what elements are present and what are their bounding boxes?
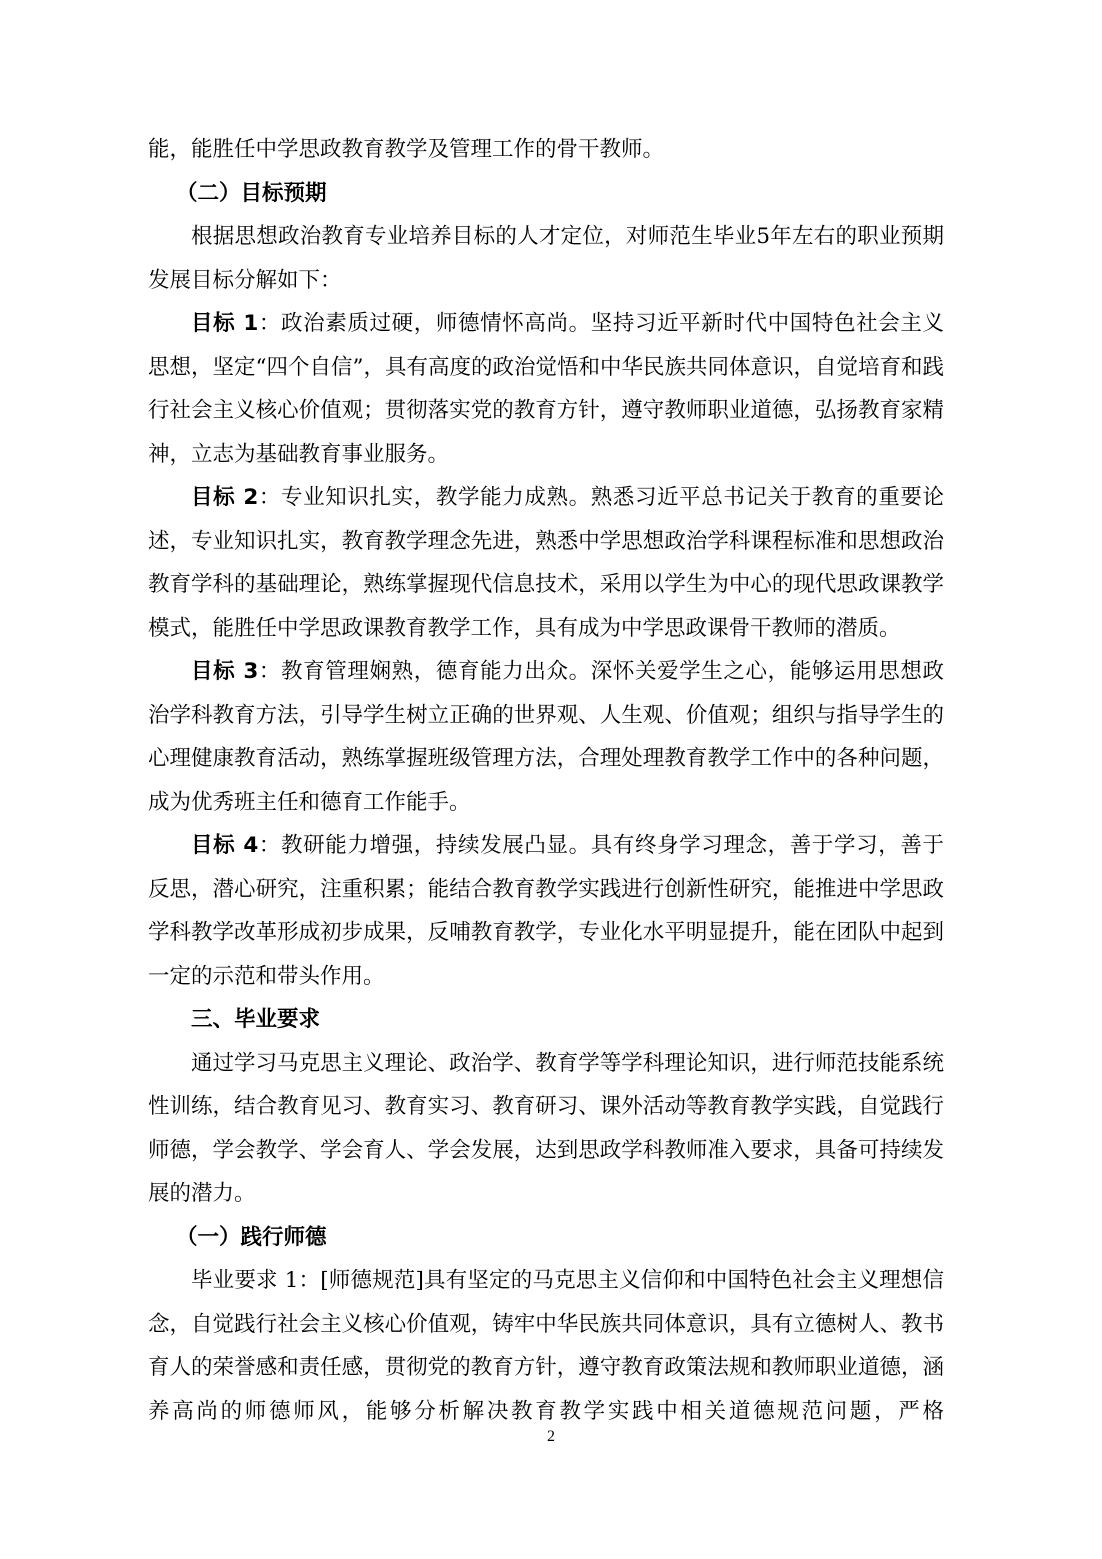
requirement-1-paragraph: 毕业要求 1：[师德规范]具有坚定的马克思主义信仰和中国特色社会主义理想信念，自觉践行社会主义核心价值观，铸牢中华民族共同体意识，具有立德树人、教书育人的荣誉感和责任感，贯彻党的教育方针，遵守教育政策法规和教师职业道德，涵养高尚的师德师风，能够分析解决教育教学实践中相关道德规范问题，严格 (148, 1268, 944, 1424)
section-requirements-heading: 三、毕业要求 (191, 1007, 321, 1032)
goal-1-paragraph (148, 302, 944, 476)
section-goals-intro: 根据思想政治教育专业培养目标的人才定位，对师范生毕业5年左右的职业预期发展目标分解如下： (148, 224, 944, 293)
goal-3-text: ：教育管理娴熟，德育能力出众。深怀关爱学生之心，能够运用思想政治学科教育方法，引导学生树立正确的世界观、人生观、价值观；组织与指导学生的心理健康教育活动，熟练掌握班级管理方法，合理处理教育教学工作中的各种问题，成为优秀班主任和德育工作能手。 (148, 659, 944, 815)
goal-2-label: 目标 2 (191, 485, 259, 510)
section-goals-heading: （二）目标预期 (176, 180, 327, 206)
document-page (148, 128, 944, 1433)
goal-3-label: 目标 3 (191, 659, 259, 684)
goal-4-paragraph (148, 824, 944, 998)
intro-continuation: 能，能胜任中学思政教育教学及管理工作的骨干教师。 (148, 137, 665, 162)
goal-4-text: ：教研能力增强，持续发展凸显。具有终身学习理念，善于学习，善于反思，潜心研究，注重积累；能结合教育教学实践进行创新性研究，能推进中学思政学科教学改革形成初步成果，反哺教育教学，专业化水平明显提升，能在团队中起到一定的示范和带头作用。 (148, 833, 944, 989)
page-number: 2 (547, 1428, 555, 1445)
section-requirements-intro: 通过学习马克思主义理论、政治学、教育学等学科理论知识，进行师范技能系统性训练，结合教育见习、教育实习、教育研习、课外活动等教育教学实践，自觉践行师德，学会教学、学会育人、学会发展，达到思政学科教师准入要求，具备可持续发展的潜力。 (148, 1050, 944, 1206)
goal-2-text: ：专业知识扎实，教学能力成熟。熟悉习近平总书记关于教育的重要论述，专业知识扎实，教育教学理念先进，熟悉中学思想政治学科课程标准和思想政治教育学科的基础理论，熟练掌握现代信息技术，采用以学生为中心的现代思政课教学模式，能胜任中学思政课教育教学工作，具有成为中学思政课骨干教师的潜质。 (148, 485, 944, 641)
goal-1-label: 目标 1 (191, 311, 259, 336)
subsection-ethics-heading: （一）践行师德 (176, 1224, 327, 1250)
goal-1-text: ：政治素质过硬，师德情怀高尚。坚持习近平新时代中国特色社会主义思想，坚定“四个自信”，具有高度的政治觉悟和中华民族共同体意识，自觉培育和践行社会主义核心价值观；贯彻落实党的教育方针，遵守教师职业道德，弘扬教育家精神，立志为基础教育事业服务。 (148, 311, 944, 467)
goal-2-paragraph (148, 476, 944, 650)
goal-4-label: 目标 4 (191, 833, 259, 858)
goal-3-paragraph (148, 650, 944, 824)
